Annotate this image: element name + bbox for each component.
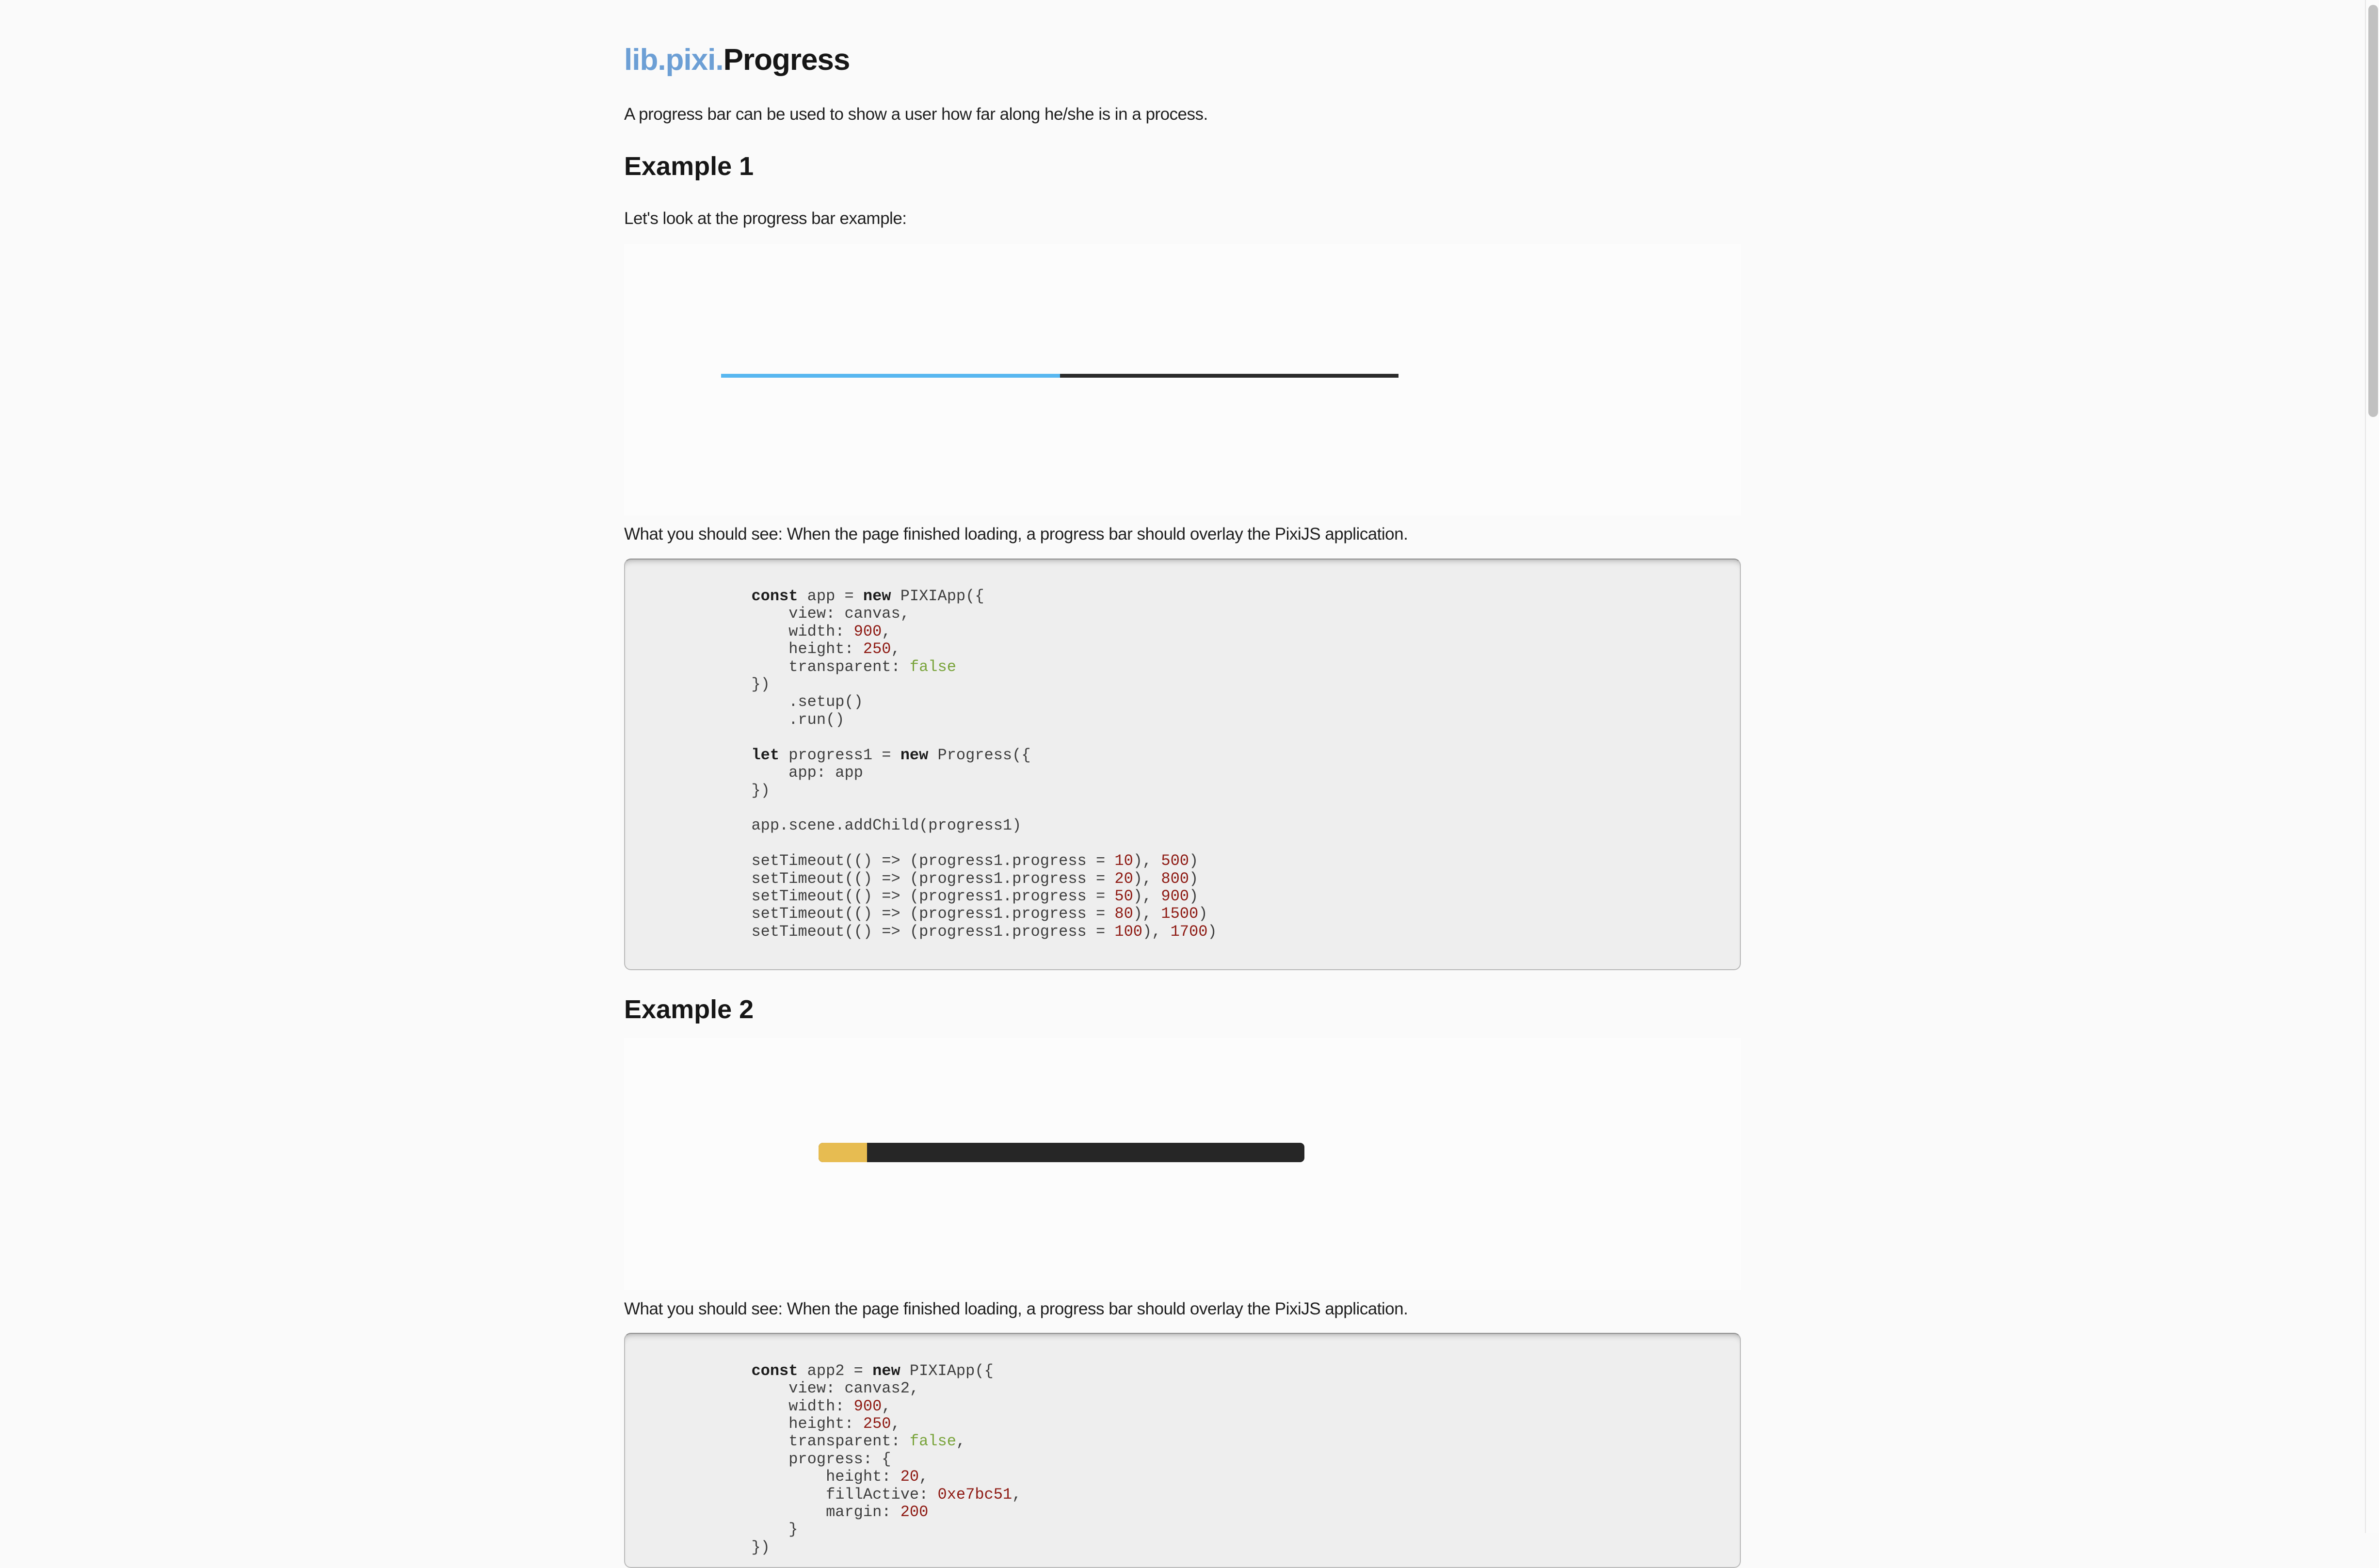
example2-progressbar <box>819 1143 1304 1162</box>
example1-heading: Example 1 <box>624 152 754 181</box>
example2-heading: Example 2 <box>624 994 754 1024</box>
example2-canvas <box>624 1038 1741 1290</box>
page-content <box>624 0 1741 1568</box>
example1-progressbar <box>721 374 1398 378</box>
example1-code: const app = new PIXIApp({ view: canvas, width: 900, height: 250, transparent: false }) .setup() .run() let progress1 = new Progress({ app: app }) app.scene.addChild(progress1) setTimeout(() => (progress1.progress = 10), 500) setTimeout(() => (progress1.progress = 20), 800) setTimeout(() => (progress1.progress = 50), 900) setTimeout(() => (progress1.progress = 80), 1500) setTimeout(() => (progress1.progress = 100), 1700) <box>624 559 1741 970</box>
example2-note: What you should see: When the page finished loading, a progress bar should overlay the PixiJS application. <box>624 1299 1408 1318</box>
example2-progress-fill <box>819 1143 867 1162</box>
scrollbar-thumb[interactable] <box>2368 5 2378 417</box>
page-title-rest: Progress <box>723 43 850 77</box>
example2-code: const app2 = new PIXIApp({ view: canvas2, width: 900, height: 250, transparent: false, progress: { height: 20, fillActive: 0xe7bc51, margin: 200 } }) <box>624 1333 1741 1568</box>
intro-paragraph: A progress bar can be used to show a user how far along he/she is in a process. <box>624 105 1208 124</box>
example1-progress-fill <box>721 374 1060 378</box>
page-scrollbar[interactable] <box>2365 0 2379 1533</box>
page-title-accent: lib.pixi. <box>624 43 723 77</box>
example1-lead: Let's look at the progress bar example: <box>624 209 907 228</box>
example1-note: What you should see: When the page finished loading, a progress bar should overlay the PixiJS application. <box>624 524 1408 544</box>
page-title <box>624 43 1741 77</box>
example1-canvas <box>624 244 1741 515</box>
